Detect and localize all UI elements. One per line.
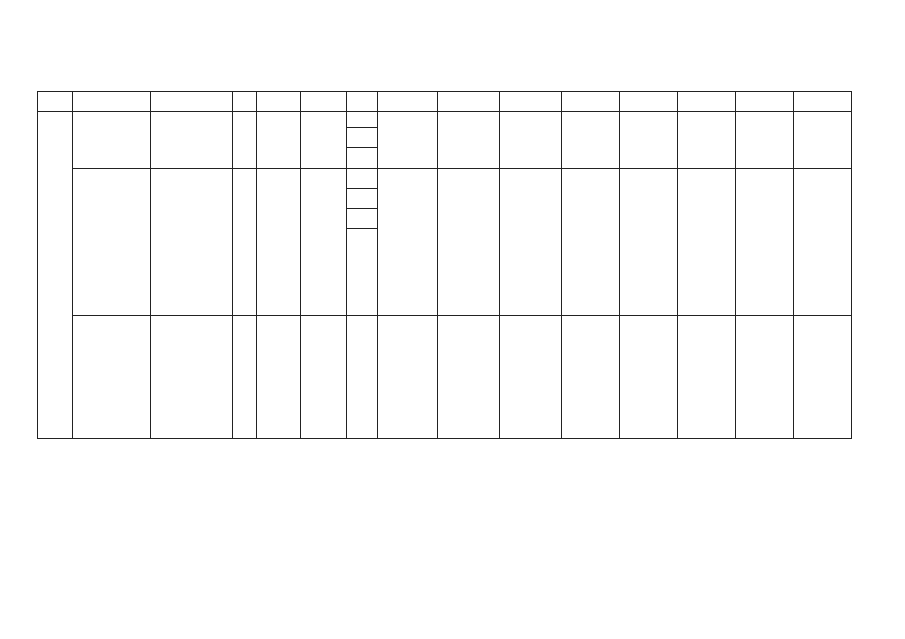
amount-cell-8 <box>378 316 438 439</box>
ministry-cell <box>151 169 233 316</box>
header-row <box>38 92 852 112</box>
amount-cell-15 <box>794 169 852 316</box>
amount-cell-12 <box>620 112 678 169</box>
expense-type-code <box>347 229 377 315</box>
amount-cell-11 <box>562 316 620 439</box>
amount-cell-14 <box>736 112 794 169</box>
code-cell-5 <box>257 316 301 439</box>
amount-cell-10 <box>500 316 562 439</box>
code-cell-5 <box>257 112 301 169</box>
header-cell <box>38 92 73 112</box>
amount-cell-9 <box>438 316 500 439</box>
header-cell <box>500 92 562 112</box>
ministry-cell <box>151 112 233 169</box>
amount-cell-13 <box>678 112 736 169</box>
expense-type-cell <box>347 169 378 316</box>
expense-type-code <box>347 189 377 209</box>
amount-cell-12 <box>620 169 678 316</box>
expense-type-stack <box>347 169 377 315</box>
header-cell <box>151 92 233 112</box>
merged-column-1-cell <box>38 112 73 439</box>
code-cell-4 <box>233 169 257 316</box>
header-cell <box>620 92 678 112</box>
header-cell <box>233 92 257 112</box>
code-cell-4 <box>233 316 257 439</box>
budget-table <box>37 91 852 439</box>
expense-type-stack <box>347 112 377 168</box>
header-cell <box>562 92 620 112</box>
amount-cell-10 <box>500 112 562 169</box>
amount-cell-8 <box>378 169 438 316</box>
header-cell <box>347 92 378 112</box>
expense-type-code <box>347 128 377 148</box>
amount-cell-11 <box>562 112 620 169</box>
header-cell <box>794 92 852 112</box>
expense-type-cell <box>347 112 378 169</box>
code-cell-5 <box>257 169 301 316</box>
header-cell <box>257 92 301 112</box>
table-row <box>38 112 852 169</box>
amount-cell-10 <box>500 169 562 316</box>
amount-cell-13 <box>678 316 736 439</box>
amount-cell-8 <box>378 112 438 169</box>
code-cell-6 <box>301 169 347 316</box>
amount-cell-13 <box>678 169 736 316</box>
header-cell <box>438 92 500 112</box>
expense-type-code <box>347 316 378 439</box>
header-cell <box>678 92 736 112</box>
amount-cell-15 <box>794 112 852 169</box>
code-cell-6 <box>301 112 347 169</box>
header-cell <box>736 92 794 112</box>
expense-type-code <box>347 112 377 128</box>
table-row <box>38 316 852 439</box>
header-cell <box>301 92 347 112</box>
amount-cell-14 <box>736 316 794 439</box>
measure-name-cell <box>73 316 151 439</box>
amount-cell-14 <box>736 169 794 316</box>
code-cell-6 <box>301 316 347 439</box>
expense-type-code <box>347 169 377 189</box>
expense-type-code <box>347 209 377 229</box>
code-cell-4 <box>233 112 257 169</box>
amount-cell-15 <box>794 316 852 439</box>
table-row <box>38 169 852 316</box>
header-cell <box>73 92 151 112</box>
amount-cell-12 <box>620 316 678 439</box>
header-cell <box>378 92 438 112</box>
expense-type-code <box>347 148 377 168</box>
amount-cell-11 <box>562 169 620 316</box>
measure-name-cell <box>73 112 151 169</box>
amount-cell-9 <box>438 112 500 169</box>
ministry-cell <box>151 316 233 439</box>
measure-name-cell <box>73 169 151 316</box>
amount-cell-9 <box>438 169 500 316</box>
